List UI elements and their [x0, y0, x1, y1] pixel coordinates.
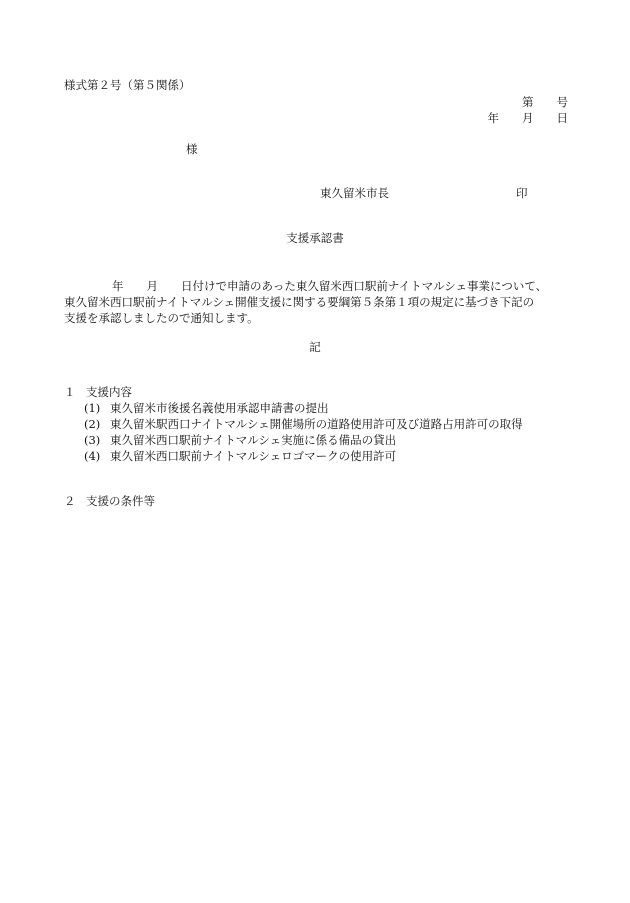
list-item: [84, 419, 523, 431]
ki-heading: 記: [309, 340, 321, 354]
list-item: [84, 403, 329, 415]
item-text: 東久留米西口駅前ナイトマルシェロゴマークの使用許可: [110, 449, 397, 463]
section-number: ２: [64, 494, 76, 508]
issuer-name: 東久留米市長: [320, 186, 389, 200]
body-paragraph: [64, 278, 584, 326]
list-item: [84, 435, 396, 447]
body-line: 東久留米西口駅前ナイトマルシェ開催支援に関する要綱第５条第１項の規定に基づき下記の: [64, 295, 535, 309]
section-number: １: [64, 385, 76, 399]
item-number: (4): [84, 449, 101, 463]
item-text: 東久留米西口駅前ナイトマルシェ実施に係る備品の貸出: [110, 433, 397, 447]
form-label: 様式第２号（第５関係）: [64, 78, 191, 92]
section-2-heading: [64, 496, 155, 508]
section-title: 支援内容: [86, 385, 132, 399]
item-number: (2): [84, 417, 101, 431]
item-number: (1): [84, 401, 101, 415]
item-number: (3): [84, 433, 101, 447]
document-number: 第 号: [522, 95, 568, 109]
section-1-heading: [64, 387, 132, 399]
list-item: [84, 451, 396, 463]
item-text: 東久留米駅西口ナイトマルシェ開催場所の道路使用許可及び道路占用許可の取得: [110, 417, 523, 431]
document-title: 支援承認書: [286, 231, 344, 245]
document-date: 年 月 日: [487, 111, 568, 125]
body-line: 支援を承認しましたので通知します。: [64, 311, 259, 325]
addressee-honorific: 様: [186, 142, 198, 156]
section-title: 支援の条件等: [86, 494, 155, 508]
item-text: 東久留米市後援名義使用承認申請書の提出: [110, 401, 329, 415]
seal-mark: 印: [516, 186, 528, 200]
body-line: 年 月 日付けで申請のあった東久留米西口駅前ナイトマルシェ事業について、: [112, 279, 548, 293]
